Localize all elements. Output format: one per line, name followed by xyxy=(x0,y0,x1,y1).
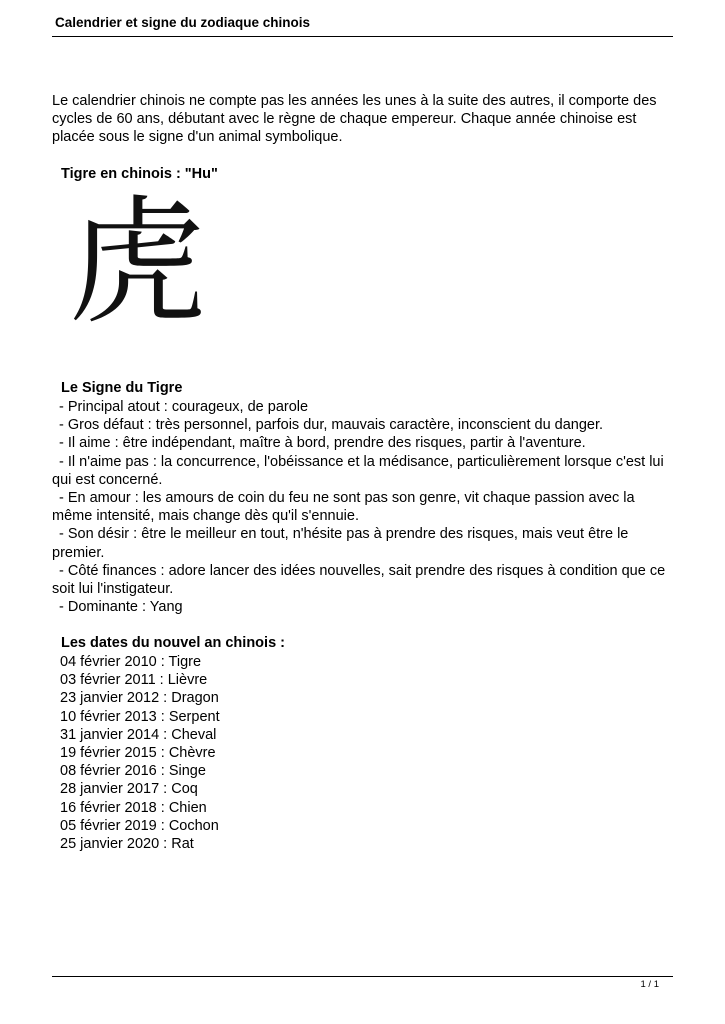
date-item: 28 janvier 2017 : Coq xyxy=(60,781,198,798)
trait-item: - Il n'aime pas : la concurrence, l'obéissance et la médisance, particulièrement lorsque c'est lui qui est concerné. xyxy=(52,453,664,488)
date-item: 23 janvier 2012 : Dragon xyxy=(60,690,219,707)
date-item: 03 février 2011 : Lièvre xyxy=(60,672,208,689)
trait-item: - Dominante : Yang xyxy=(59,599,183,616)
tiger-character-image xyxy=(62,188,212,340)
trait-item: - Gros défaut : très personnel, parfois dur, mauvais caractère, inconscient du danger. xyxy=(59,417,604,434)
sign-heading: Le Signe du Tigre xyxy=(61,380,183,396)
trait-item: - Côté finances : adore lancer des idées nouvelles, sait prendre des risques à condition que ce soit lui l'instigateur. xyxy=(52,562,666,598)
new-year-date-list xyxy=(60,653,220,853)
intro-paragraph: Le calendrier chinois ne compte pas les années les unes à la suite des autres, il comporte des cycles de 60 ans, débutant avec le règne de chaque empereur. Chaque année chinoise est placée sous le signe d'un animal symbolique. xyxy=(52,93,657,146)
trait-item: - En amour : les amours de coin du feu ne sont pas son genre, vit chaque passion avec la même intensité, mais change dès qu'il s'ennuie. xyxy=(52,490,635,525)
trait-item: - Son désir : être le meilleur en tout, n'hésite pas à prendre des risques, mais veut être le premier. xyxy=(52,526,629,561)
new-year-heading: Les dates du nouvel an chinois : xyxy=(61,635,285,651)
trait-item: - Principal atout : courageux, de parole xyxy=(59,399,309,415)
date-item: 10 février 2013 : Serpent xyxy=(60,708,220,725)
tiger-name-heading: Tigre en chinois : "Hu" xyxy=(61,166,218,182)
trait-item: - Il aime : être indépendant, maître à bord, prendre des risques, partir à l'aventure. xyxy=(59,435,586,452)
date-item: 16 février 2018 : Chien xyxy=(60,799,207,816)
date-item: 25 janvier 2020 : Rat xyxy=(60,836,194,853)
page-footer xyxy=(52,976,673,990)
trait-list xyxy=(52,398,677,616)
page-header xyxy=(52,14,673,37)
date-item: 19 février 2015 : Chèvre xyxy=(60,745,216,762)
document-title: Calendrier et signe du zodiaque chinois xyxy=(55,15,311,30)
page-number: 1 / 1 xyxy=(640,979,659,990)
date-item: 05 février 2019 : Cochon xyxy=(60,817,219,834)
date-item: 31 janvier 2014 : Cheval xyxy=(60,726,217,743)
tiger-character: 虎 xyxy=(67,188,206,340)
date-item: 04 février 2010 : Tigre xyxy=(60,654,202,670)
date-item: 08 février 2016 : Singe xyxy=(60,763,206,780)
